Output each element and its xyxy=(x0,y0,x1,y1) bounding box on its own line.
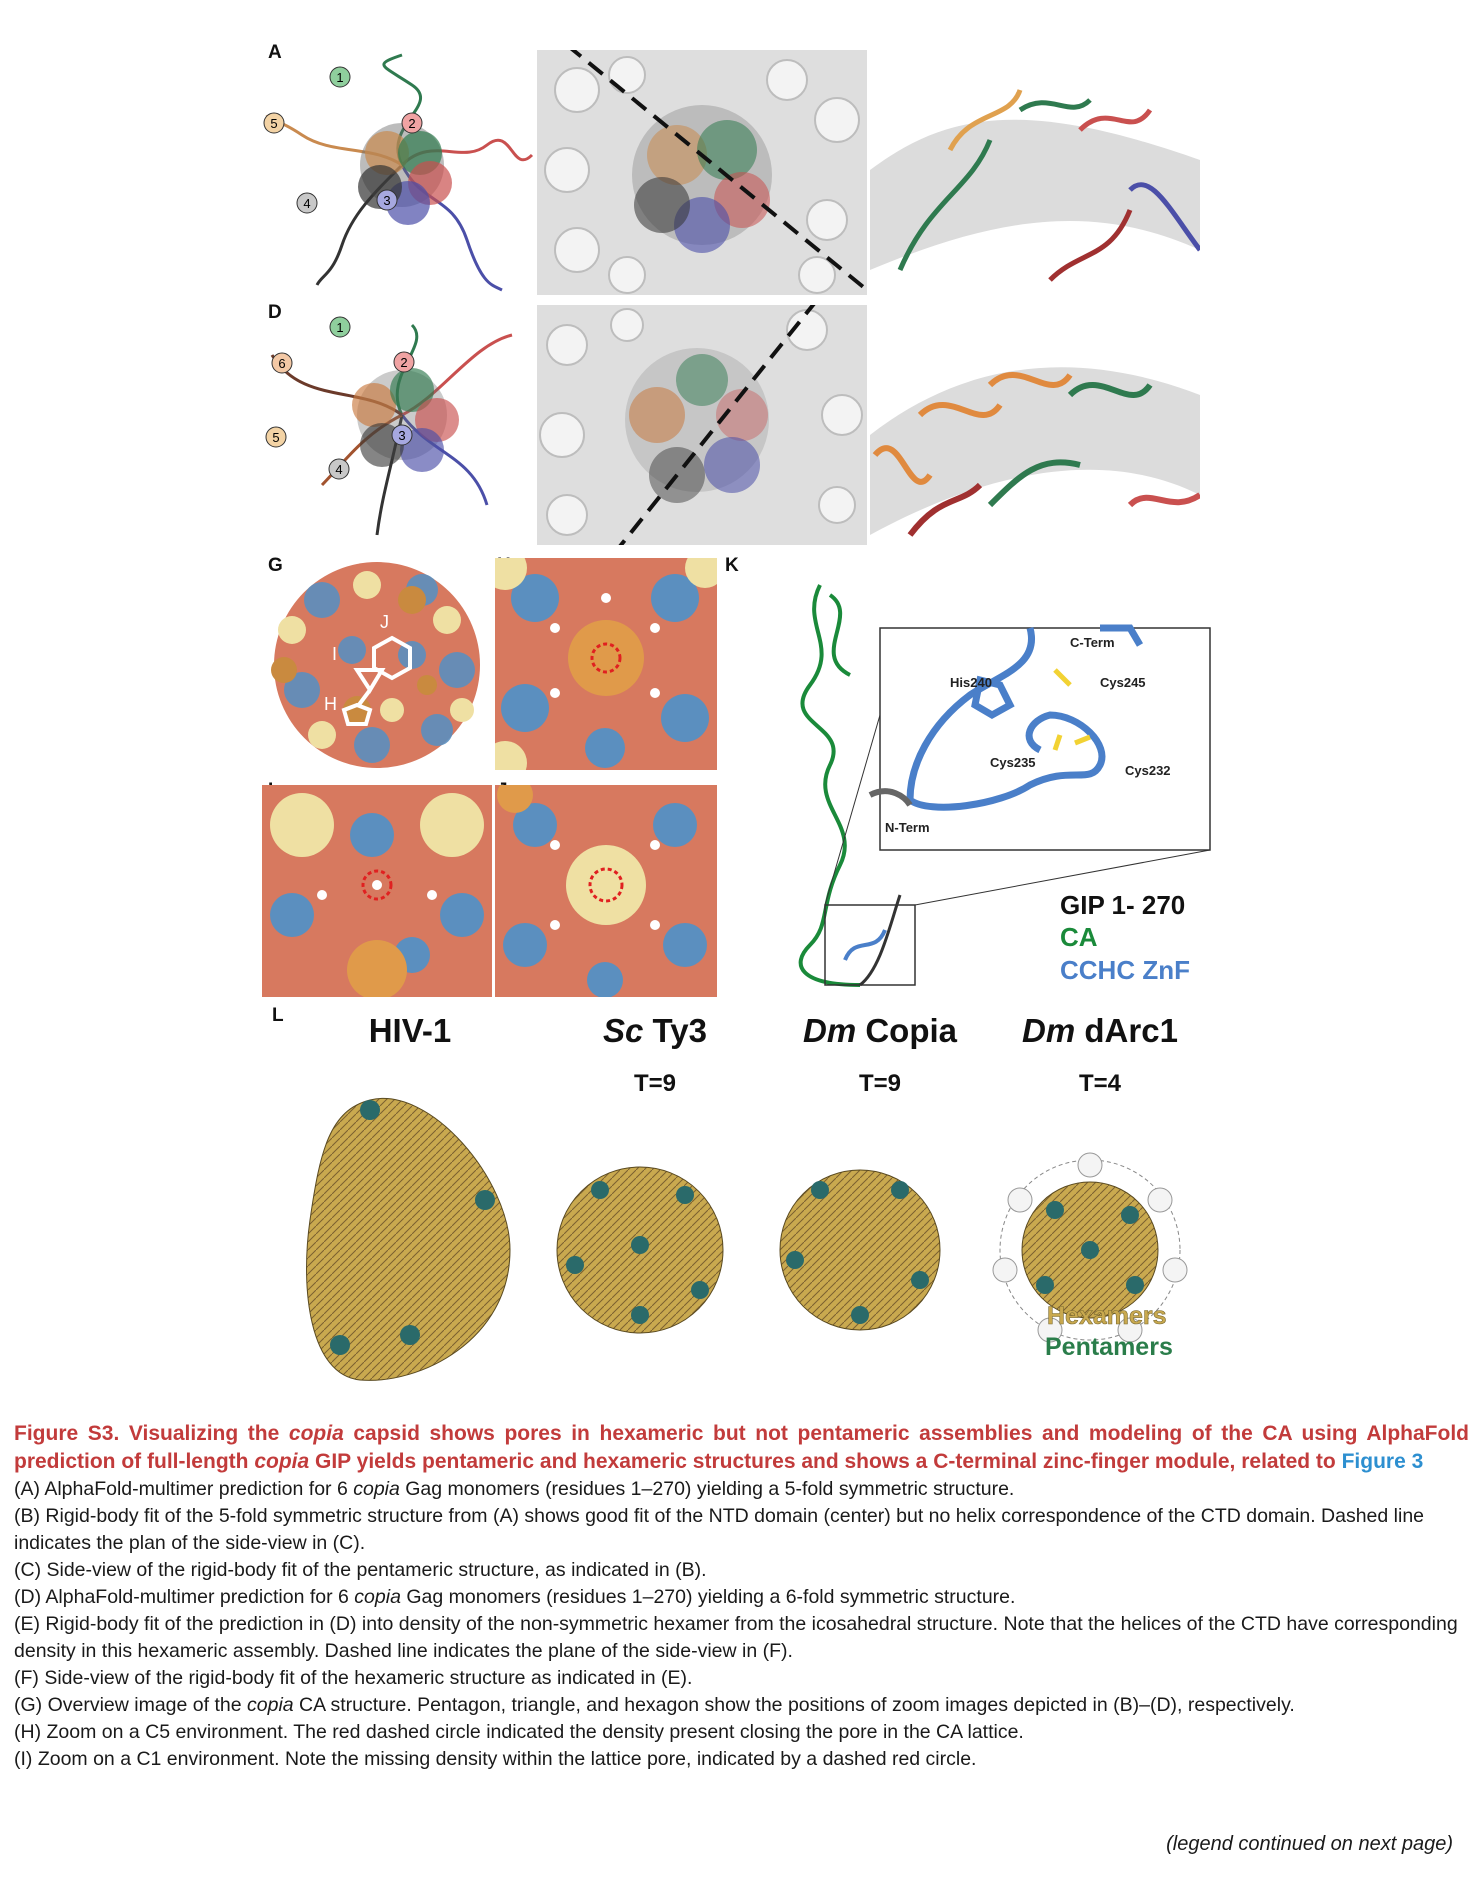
legend-hexamers: Hexamers xyxy=(1047,1302,1167,1330)
caption-line-c: (C) Side-view of the rigid-body fit of the pentameric structure, as indicated in (B). xyxy=(14,1559,707,1581)
figure-3-link[interactable]: Figure 3 xyxy=(1341,1450,1424,1473)
panel-g-capsid-overview xyxy=(262,560,492,770)
panel-d-label-6: 6 xyxy=(278,356,286,371)
panel-i-c1-zoom xyxy=(262,785,492,997)
legend-pentamers: Pentamers xyxy=(1045,1333,1173,1361)
panel-d-label-5: 5 xyxy=(272,430,280,445)
panel-d-label-2: 2 xyxy=(400,355,408,370)
capsid-title-darc1: Dm dArc1 xyxy=(1022,1012,1178,1049)
panel-c-side-view xyxy=(870,50,1200,295)
panel-b-density-fit xyxy=(537,50,867,295)
panel-label-a: A xyxy=(268,42,282,63)
panel-d-structure xyxy=(262,305,537,540)
panel-a-label-4: 4 xyxy=(303,196,311,211)
figure-caption xyxy=(14,1420,1469,1773)
caption-line-f: (F) Side-view of the rigid-body fit of the hexameric structure as indicated in (E). xyxy=(14,1667,693,1689)
panel-k-znf-model xyxy=(770,565,1220,1010)
panel-d-label-4: 4 xyxy=(335,462,343,477)
panel-d-label-3: 3 xyxy=(398,428,406,443)
panel-g-label-i: I xyxy=(332,644,338,664)
panel-label-g: G xyxy=(268,555,283,576)
capsid-t-ty3: T=9 xyxy=(633,1070,677,1097)
legend-cchc-znf: CCHC ZnF xyxy=(1060,955,1190,985)
capsid-title-copia: Dm Copia xyxy=(802,1012,958,1049)
legend-gip: GIP 1- 270 xyxy=(1060,890,1186,920)
caption-line-d: (D) AlphaFold-multimer prediction for 6 copia Gag monomers (residues 1–270) yielding a 6-fold symmetric structure. xyxy=(14,1586,1016,1608)
capsid-title-ty3: Sc Ty3 xyxy=(603,1012,707,1049)
caption-line-b: (B) Rigid-body fit of the 5-fold symmetric structure from (A) shows good fit of the NTD domain (center) but no helix correspondence of the CTD domain. Dashed line indicates the plan of the side-view in (C). xyxy=(14,1505,1425,1554)
capsid-copia xyxy=(780,1170,940,1330)
panel-label-k: K xyxy=(725,555,739,576)
caption-line-e: (E) Rigid-body fit of the prediction in (D) into density of the non-symmetric hexamer from the icosahedral structure. Note that the helices of the CTD have corresponding density in this hexameric assembly. Dashed line indicates the plane of the side-view in (F). xyxy=(14,1613,1458,1662)
inset-label-n-term: N-Term xyxy=(885,820,930,835)
panel-j-c1-zoom xyxy=(495,785,717,997)
caption-line-a: (A) AlphaFold-multimer prediction for 6 copia Gag monomers (residues 1–270) yielding a 5-fold symmetric structure. xyxy=(14,1478,1015,1500)
capsid-ty3 xyxy=(557,1167,723,1333)
panel-a-label-1: 1 xyxy=(336,70,344,85)
legend-continued-note: (legend continued on next page) xyxy=(1166,1833,1453,1855)
panel-a-label-5: 5 xyxy=(270,116,278,131)
panel-h-c5-zoom xyxy=(495,558,717,770)
capsid-t-copia: T=9 xyxy=(858,1070,902,1097)
inset-label-c-term: C-Term xyxy=(1070,635,1115,650)
caption-line-g: (G) Overview image of the copia CA structure. Pentagon, triangle, and hexagon show the positions of zoom images depicted in (B)–(D), respectively. xyxy=(14,1694,1295,1716)
panel-label-d: D xyxy=(268,302,282,323)
caption-line-h: (H) Zoom on a C5 environment. The red dashed circle indicated the density present closing the pore in the CA lattice. xyxy=(14,1721,1024,1743)
panel-g-label-h: H xyxy=(324,694,337,714)
inset-label-cys235: Cys235 xyxy=(990,755,1036,770)
capsid-hiv1 xyxy=(307,1098,510,1380)
caption-title: Figure S3. Visualizing the copia capsid shows pores in hexameric but not pentameric assemblies and modeling of the CA using AlphaFold prediction of full-length copia GIP yields pentameric and hexameric structures and shows a C-terminal zinc-finger module, related to Figure 3 xyxy=(14,1422,1469,1473)
panel-g-label-j: J xyxy=(380,612,389,632)
inset-label-cys232: Cys232 xyxy=(1125,763,1171,778)
panel-a-label-2: 2 xyxy=(408,116,416,131)
panel-e-density-fit xyxy=(537,305,867,545)
panel-a-structure xyxy=(262,45,537,295)
panel-label-l: L xyxy=(272,1005,284,1026)
capsid-title-hiv1: HIV-1 xyxy=(368,1012,452,1049)
panel-d-label-1: 1 xyxy=(336,320,344,335)
panel-a-label-3: 3 xyxy=(383,193,391,208)
panel-f-side-view xyxy=(870,305,1200,545)
legend-ca: CA xyxy=(1060,922,1098,952)
caption-line-i: (I) Zoom on a C1 environment. Note the missing density within the lattice pore, indicated by a dashed red circle. xyxy=(14,1748,977,1770)
inset-label-his240: His240 xyxy=(950,675,992,690)
inset-label-cys245: Cys245 xyxy=(1100,675,1146,690)
capsid-t-darc1: T=4 xyxy=(1078,1070,1122,1097)
